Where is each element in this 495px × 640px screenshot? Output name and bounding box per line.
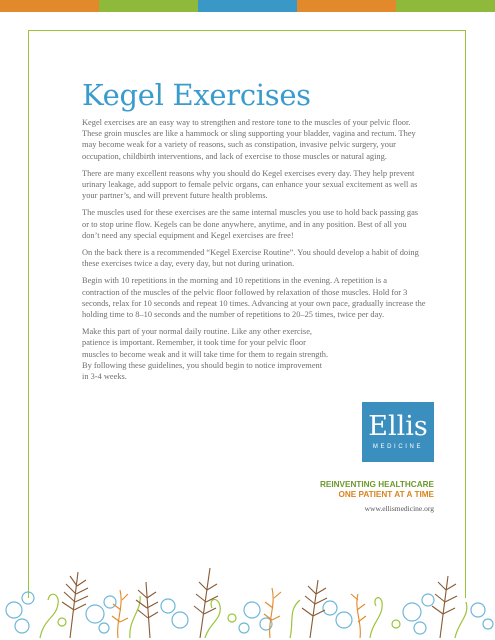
paragraph-routine: On the back there is a recommended “Kegel Exercise Routine”. You should develop a habit of doing these exercises twice a day, every day, but not during urination. [82,248,419,269]
stripe-1 [0,0,99,12]
paragraph-muscles: The muscles used for these exercises are the same internal muscles you use to hold back passing gas or to stop urine flow. Kegels can be done anywhere, anytime, and in any position. Best of all you don’t need any special equipment and Kegel exercises are free! [82,208,419,240]
page-title: Kegel Exercises [82,78,311,112]
ellis-medicine-logo [362,402,434,462]
website-link[interactable]: www.ellismedicine.org [364,504,434,513]
botanical-decoration [0,510,495,640]
tagline-line-2: ONE PATIENT AT A TIME [338,490,434,499]
stripe-5 [396,0,495,12]
paragraph-reasons: There are many excellent reasons why you should do Kegel exercises every day. They help prevent urinary leakage, add support to female pelvic organs, can enhance your sexual excitement as well as your partner’s, and will prevent future health problems. [82,168,418,201]
paragraph-repetitions: Begin with 10 repetitions in the morning and 10 repetitions in the evening. A repetition is a contraction of the muscles of the pelvic floor followed by relaxation of those muscles. Hold for 3 seconds, relax for 10 seconds and repeat 10 times. Advancing at your own pace, gradually increase the holding time to 8–10 seconds and the number of repetitions to 20–25 times, twice per day. [82,276,426,320]
article-body [82,117,426,388]
top-color-stripes [0,0,495,12]
paragraph-patience: Make this part of your normal daily routine. Like any other exercise, patience is important. Remember, it took time for your pelvic floor muscles to become weak and it will take time for them to regain strength. By following these guidelines, you should begin to notice improvement in 3-4 weeks. [82,327,329,382]
stripe-3 [198,0,297,12]
stripe-4 [297,0,396,12]
logo-wordmark: Ellis [368,411,428,442]
logo-subtitle: MEDICINE [372,444,424,450]
bubble-icon-group-1 [6,592,493,634]
tagline-line-1: REINVENTING HEALTHCARE [319,480,434,489]
paragraph-intro: Kegel exercises are an easy way to strengthen and restore tone to the muscles of your pelvic floor. These groin muscles are like a hammock or sling supporting your bladder, vagina and rectum. They may become weak for a variety of reasons, such as constipation, invasive pelvic surgery, your occupation, childbirth interventions, and lack of exercise to those muscles or natural aging. [82,118,416,161]
brand-tagline [320,480,434,500]
stripe-2 [99,0,198,12]
